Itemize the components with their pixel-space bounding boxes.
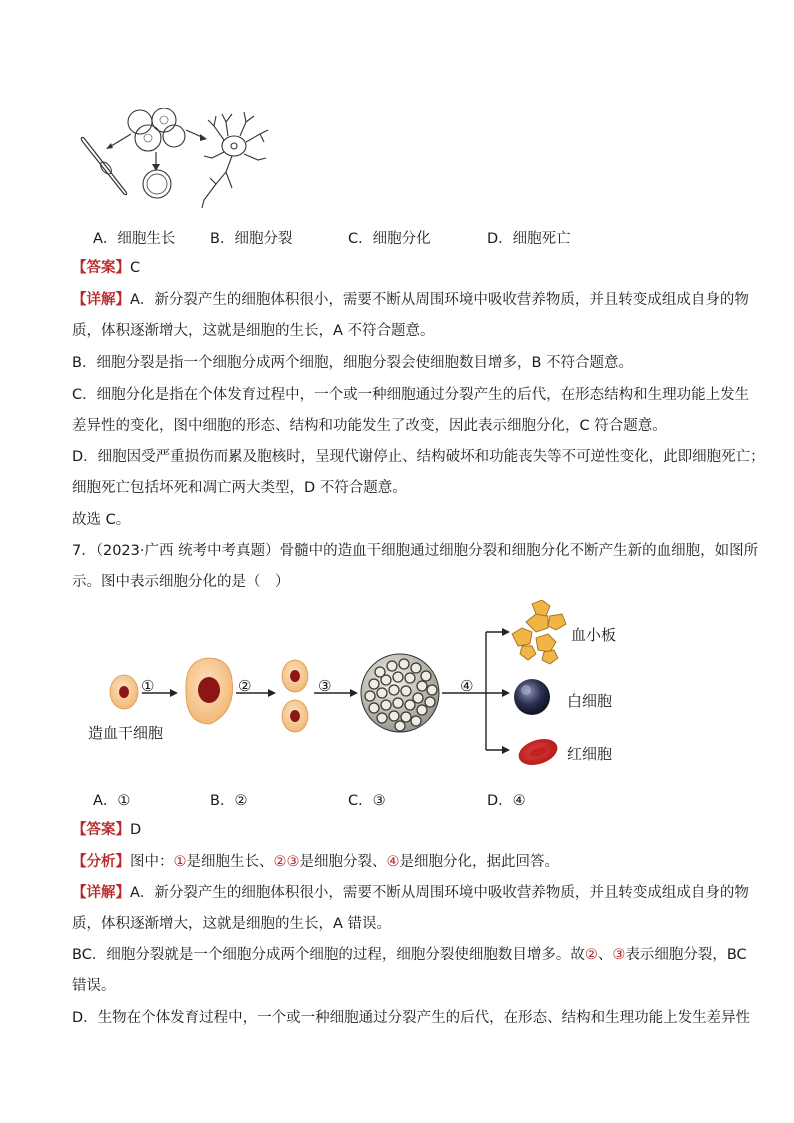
step-4-label: ④ xyxy=(460,677,474,695)
answer-tag: 【答案】 xyxy=(72,822,130,838)
q7-option-b: B．② xyxy=(210,793,248,809)
q7-option-a: A．① xyxy=(93,793,131,809)
q6-option-d: D．细胞死亡 xyxy=(487,231,571,247)
step-marker: ① xyxy=(173,854,187,870)
q6-option-c: C．细胞分化 xyxy=(348,231,431,247)
detail-tag: 【详解】 xyxy=(72,885,130,901)
q6-detail-line-4: C．细胞分化是指在个体发育过程中，一个或一种细胞通过分裂产生的后代，在形态结构和生理功能上发生 xyxy=(72,387,750,403)
platelet-label: 血小板 xyxy=(571,626,617,644)
hematopoiesis-figure xyxy=(80,600,640,780)
answer-value: D xyxy=(130,822,142,838)
q6-option-a: A．细胞生长 xyxy=(93,231,176,247)
detail-tag: 【详解】 xyxy=(72,292,130,308)
analysis-text: 是细胞生长、 xyxy=(186,854,274,870)
q7-answer xyxy=(72,820,141,840)
q6-answer xyxy=(72,258,140,278)
step-2-label: ② xyxy=(238,677,252,695)
detail-text: A．新分裂产生的细胞体积很小，需要不断从周围环境中吸收营养物质，并且转变成组成自身的物 xyxy=(130,292,749,308)
step-marker: ④ xyxy=(386,854,400,870)
step-marker: ③ xyxy=(612,947,626,963)
analysis-text: 是细胞分裂、 xyxy=(299,854,387,870)
q7-detail-bc-line-2: 错误。 xyxy=(72,978,116,994)
answer-value: C xyxy=(130,260,141,276)
bc-text: BC．细胞分裂就是一个细胞分成两个细胞的过程，细胞分裂使细胞数目增多。故 xyxy=(72,947,585,963)
q7-detail-bc xyxy=(72,945,747,965)
rbc-label: 红细胞 xyxy=(567,745,613,763)
cell-change-figure xyxy=(76,108,276,210)
q7-analysis xyxy=(72,852,559,872)
q7-option-c: C．③ xyxy=(348,793,386,809)
analysis-tag: 【分析】 xyxy=(72,854,130,870)
step-marker: ②③ xyxy=(273,854,300,870)
q6-option-b: B．细胞分裂 xyxy=(210,231,293,247)
q6-conclusion: 故选 C。 xyxy=(72,512,131,528)
step-marker: ② xyxy=(584,947,598,963)
bc-sep: 、 xyxy=(597,947,613,963)
q7-detail-line-2: 质，体积逐渐增大，这就是细胞的生长，A 错误。 xyxy=(72,916,392,932)
step-3-label: ③ xyxy=(318,677,332,695)
bc-text: 表示细胞分裂，BC xyxy=(625,947,747,963)
q7-stem-line-1: 7．（2023·广西 统考中考真题）骨髓中的造血干细胞通过细胞分裂和细胞分化不断产生新的血细胞，如图所 xyxy=(72,543,759,559)
analysis-text: 是细胞分化，据此回答。 xyxy=(399,854,559,870)
wbc-label: 白细胞 xyxy=(567,692,613,710)
detail-text: A．新分裂产生的细胞体积很小，需要不断从周围环境中吸收营养物质，并且转变成组成自身的物 xyxy=(130,885,749,901)
q6-detail-line-7: 细胞死亡包括坏死和凋亡两大类型，D 不符合题意。 xyxy=(72,480,407,496)
q6-detail-line-2: 质，体积逐渐增大，这就是细胞的生长，A 不符合题意。 xyxy=(72,323,435,339)
q7-stem-line-2: 示。图中表示细胞分化的是（ ） xyxy=(72,574,290,590)
answer-tag: 【答案】 xyxy=(72,260,130,276)
stem-cell-label: 造血干细胞 xyxy=(88,724,164,742)
q6-detail-line-3: B．细胞分裂是指一个细胞分成两个细胞，细胞分裂会使细胞数目增多，B 不符合题意。 xyxy=(72,355,634,371)
q7-option-d: D．④ xyxy=(487,793,526,809)
q6-detail-line-1 xyxy=(72,290,749,310)
q6-detail-line-6: D．细胞因受严重损伤而累及胞核时，呈现代谢停止、结构破坏和功能丧失等不可逆性变化，此即细胞死亡； xyxy=(72,449,765,465)
analysis-text: 图中： xyxy=(130,854,174,870)
step-1-label: ① xyxy=(141,677,155,695)
q6-detail-line-5: 差异性的变化，图中细胞的形态、结构和功能发生了改变，因此表示细胞分化，C 符合题意。 xyxy=(72,418,667,434)
q7-detail-d: D．生物在个体发育过程中，一个或一种细胞通过分裂产生的后代，在形态、结构和生理功能上发生差异性 xyxy=(72,1010,751,1026)
q7-detail-line-1 xyxy=(72,883,749,903)
